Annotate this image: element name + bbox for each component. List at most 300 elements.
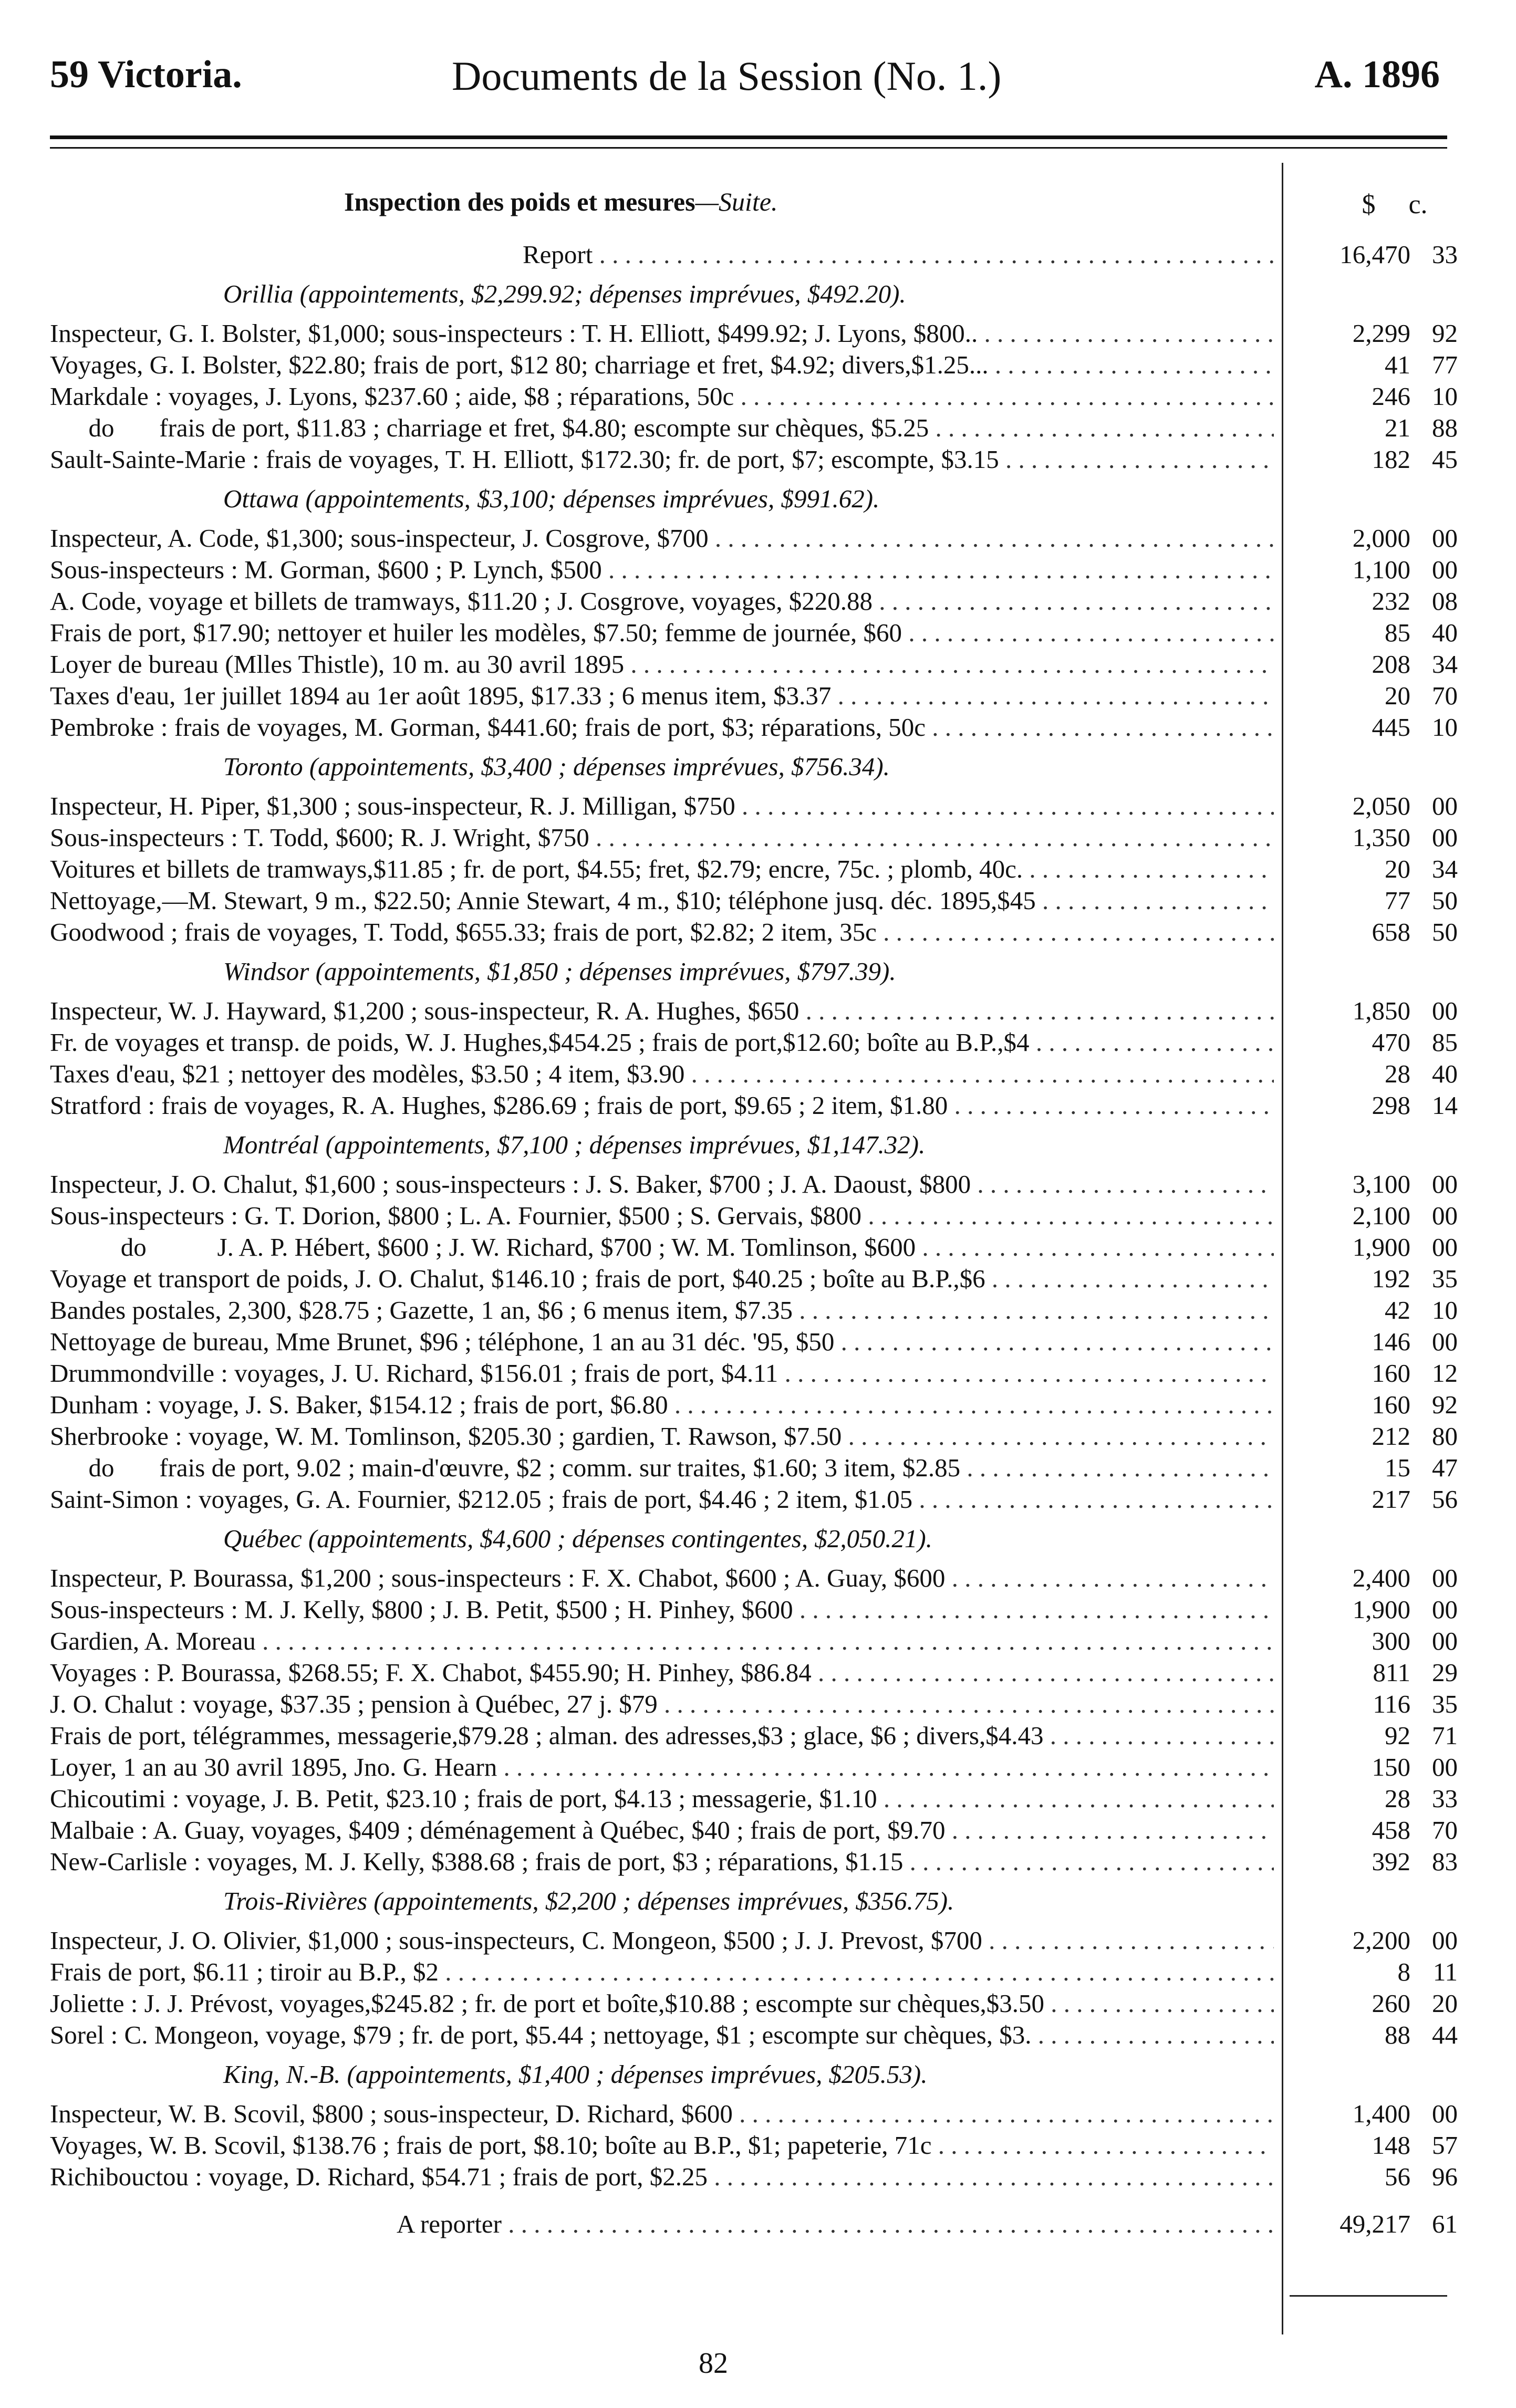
ledger-description [50,1200,1274,1232]
section-heading [50,475,1458,523]
amount-dollars: 470 [1372,1028,1410,1057]
ledger-amount [1326,554,1458,586]
ledger-description-text: Gardien, A. Moreau . . . [50,1627,1274,1655]
ledger-amount [1326,1200,1458,1232]
ledger-description-text: Loyer, 1 an au 30 avril 1895, Jno. G. Hearn . . . [50,1753,1274,1781]
ledger-description-text: New-Carlisle : voyages, M. J. Kelly, $388.68 ; frais de port, $3 ; réparations, $1.15 . . . [50,1847,1274,1876]
ledger-row [50,444,1458,475]
page-number: 82 [699,2347,728,2380]
ledger-description [50,1058,1274,1090]
ledger-description-text: Voitures et billets de tramways,$11.85 ; fr. de port, $4.55; fret, $2.79; encre, 75c. ; plomb, 40c. . . . [50,854,1274,883]
ledger-description-text: Chicoutimi : voyage, J. B. Petit, $23.10 ; frais de port, $4.13 ; messagerie, $1.10 . . . [50,1784,1274,1813]
ledger-description-text: Inspecteur, P. Bourassa, $1,200 ; sous-inspecteurs : F. X. Chabot, $600 ; A. Guay, $600 . . . [50,1563,1274,1592]
ledger-row [50,586,1458,617]
ledger-row [50,1263,1458,1295]
amount-cents: 34 [1432,854,1458,883]
ledger-amount [1326,1846,1458,1878]
ledger-description-text: Voyage et transport de poids, J. O. Chalut, $146.10 ; frais de port, $40.25 ; boîte au B.P.,$6 . . . [50,1264,1274,1293]
amount-cents: 11 [1432,1957,1458,1986]
section-heading-text: Québec (appointements, $4,600 ; dépenses contingentes, $2,050.21). [223,1524,932,1553]
section-heading [50,948,1458,995]
ledger-description-text: Markdale : voyages, J. Lyons, $237.60 ; aide, $8 ; réparations, 50c . . . [50,382,1274,411]
ledger-row [50,712,1458,743]
ledger-description-text: Inspecteur, G. I. Bolster, $1,000; sous-inspecteurs : T. H. Elliott, $499.92; J. Lyons, $800.. . . . [50,319,1274,348]
header-rule-thick [50,135,1447,139]
currency-header: $ c. [1362,190,1428,220]
year-label: A. 1896 [1314,53,1440,96]
ledger-row [50,680,1458,712]
ledger-description-text: Inspecteur, W. J. Hayward, $1,200 ; sous-inspecteur, R. A. Hughes, $650 . . . [50,996,1274,1025]
amount-dollars: 20 [1385,681,1410,710]
amount-dollars: 42 [1385,1296,1410,1325]
ledger-row [50,2161,1458,2193]
ledger-description [50,586,1274,617]
amount-cents: 33 [1432,1784,1458,1813]
ledger-description-text: Inspecteur, W. B. Scovil, $800 ; sous-inspecteur, D. Richard, $600 . . . [50,2099,1274,2128]
ledger-row [50,617,1458,649]
ledger-description-text: Voyages, G. I. Bolster, $22.80; frais de port, $12 80; charriage et fret, $4.92; divers,$1.25... . . . [50,350,1274,379]
ledger-amount [1326,712,1458,743]
ledger-description-text: Inspecteur, J. O. Olivier, $1,000 ; sous-inspecteurs, C. Mongeon, $500 ; J. J. Prevost, $700 . . . [50,1926,1274,1955]
ledger-amount [1326,885,1458,916]
amount-cents: 34 [1432,650,1458,679]
ledger-amount [1326,1358,1458,1389]
ledger-amount [1326,822,1458,853]
ledger-description [50,349,1274,381]
amount-cents: 08 [1432,587,1458,616]
amount-dollars: 92 [1385,1721,1410,1750]
ledger-row [50,1925,1458,1956]
amount-dollars: 116 [1373,1690,1410,1718]
ledger-description-text: Pembroke : frais de voyages, M. Gorman, $441.60; frais de port, $3; réparations, 50c . . . [50,713,1274,742]
ledger-description [50,1562,1274,1594]
carry-forward-cents: 61 [1432,2209,1458,2238]
ledger-amount [1326,1688,1458,1720]
ledger-row [50,1058,1458,1090]
ledger-description-text: Nettoyage,—M. Stewart, 9 m., $22.50; Annie Stewart, 4 m., $10; téléphone jusq. déc. 1895,$45 . . . [50,886,1274,915]
section-heading [50,1878,1458,1925]
amount-cents: 00 [1432,1201,1458,1230]
ledger-description-text: J. O. Chalut : voyage, $37.35 ; pension à Québec, 27 j. $79 . . . [50,1690,1274,1718]
amount-cents: 96 [1432,2162,1458,2191]
ledger-description-text: Richibouctou : voyage, D. Richard, $54.71 ; frais de port, $2.25 . . . [50,2162,1274,2191]
amount-cents: 10 [1432,1296,1458,1325]
amount-dollars: 232 [1372,587,1410,616]
ledger-row [50,1625,1458,1657]
ledger-row [50,318,1458,349]
ledger-amount [1326,2130,1458,2161]
ledger-description [50,680,1274,712]
ledger-description [50,1326,1274,1358]
ledger-description-text: do J. A. P. Hébert, $600 ; J. W. Richard, $700 ; W. M. Tomlinson, $600 . . . [50,1233,1274,1262]
amount-cents: 00 [1432,555,1458,584]
ledger-description-text: Frais de port, $17.90; nettoyer et huiler les modèles, $7.50; femme de journée, $60 . . . [50,618,1274,647]
carry-forward-dollars: 49,217 [1340,2209,1410,2238]
ledger-description-text: Saint-Simon : voyages, G. A. Fournier, $212.05 ; frais de port, $4.46 ; 2 item, $1.05 . . . [50,1485,1274,1514]
ledger-amount [1326,1421,1458,1452]
ledger-amount [1326,1657,1458,1688]
ledger-amount [1326,649,1458,680]
ledger-row [50,853,1458,885]
amount-cents: 85 [1432,1028,1458,1057]
amount-cents: 00 [1432,524,1458,553]
amount-dollars: 1,400 [1352,2099,1410,2128]
amount-cents: 47 [1432,1453,1458,1482]
amount-dollars: 148 [1372,2131,1410,2160]
ledger-description-text: Goodwood ; frais de voyages, T. Todd, $655.33; frais de port, $2.82; 2 item, 35c . . . [50,918,1274,946]
amount-cents: 00 [1432,1563,1458,1592]
ledger-row [50,1783,1458,1815]
amount-dollars: 2,100 [1352,1201,1410,1230]
ledger-table [50,181,1458,2240]
ledger-description [50,2161,1274,2193]
ledger-amount [1326,1625,1458,1657]
ledger-amount [1326,916,1458,948]
ledger-amount [1326,1484,1458,1515]
amount-cents: 00 [1432,823,1458,852]
amount-dollars: 300 [1372,1627,1410,1655]
ledger-amount [1326,1169,1458,1200]
volume-label: 59 Victoria. [50,53,242,96]
amount-dollars: 208 [1372,650,1410,679]
ledger-row [50,1752,1458,1783]
amount-cents: 00 [1432,1595,1458,1624]
amount-cents: 56 [1432,1485,1458,1514]
ledger-amount [1326,617,1458,649]
ledger-description [50,916,1274,948]
amount-dollars: 2,050 [1352,791,1410,820]
amount-cents: 80 [1432,1422,1458,1451]
amount-cents: 12 [1432,1359,1458,1388]
amount-dollars: 260 [1372,1989,1410,2018]
amount-dollars: 15 [1385,1453,1410,1482]
ledger-amount [1326,1562,1458,1594]
ledger-amount [1326,1058,1458,1090]
amount-dollars: 41 [1385,350,1410,379]
ledger-description-text: Voyages : P. Bourassa, $268.55; F. X. Chabot, $455.90; H. Pinhey, $86.84 . . . [50,1658,1274,1687]
ledger-description [50,1389,1274,1421]
ledger-description-text: Sault-Sainte-Marie : frais de voyages, T. H. Elliott, $172.30; fr. de port, $7; escompte, $3.15 . . . [50,445,1274,474]
ledger-amount [1326,1389,1458,1421]
ledger-description-text: Frais de port, télégrammes, messagerie,$79.28 ; alman. des adresses,$3 ; glace, $6 ; divers,$4.43 . . . [50,1721,1274,1750]
ledger-row [50,1200,1458,1232]
ledger-row [50,1232,1458,1263]
amount-dollars: 28 [1385,1059,1410,1088]
ledger-row [50,412,1458,444]
ledger-amount [1326,1988,1458,2019]
amount-cents: 00 [1432,1327,1458,1356]
report-cents: 33 [1432,240,1458,269]
amount-dollars: 658 [1372,918,1410,946]
amount-dollars: 2,299 [1352,319,1410,348]
ledger-description-text: Dunham : voyage, J. S. Baker, $154.12 ; frais de port, $6.80 . . . [50,1390,1274,1419]
amount-cents: 29 [1432,1658,1458,1687]
ledger-row [50,1562,1458,1594]
report-label [50,239,1274,270]
ledger-description [50,1815,1274,1846]
ledger-description [50,554,1274,586]
ledger-amount [1326,1783,1458,1815]
ledger-amount [1326,412,1458,444]
ledger-row [50,1815,1458,1846]
amount-cents: 40 [1432,618,1458,647]
ledger-description-text: do frais de port, 9.02 ; main-d'œuvre, $2 ; comm. sur traites, $1.60; 3 item, $2.85 . . . [50,1453,1274,1482]
ledger-description [50,1027,1274,1058]
amount-dollars: 1,900 [1352,1595,1410,1624]
ledger-description [50,617,1274,649]
carry-forward-row [50,2208,1458,2240]
ledger-description-text: Taxes d'eau, 1er juillet 1894 au 1er août 1895, $17.33 ; 6 menus item, $3.37 . . . [50,681,1274,710]
ledger-description [50,1232,1274,1263]
ledger-description [50,1720,1274,1752]
amount-cents: 00 [1432,1233,1458,1262]
ledger-amount [1326,1263,1458,1295]
ledger-row [50,1326,1458,1358]
ledger-amount [1326,1452,1458,1484]
ledger-description-text: Drummondville : voyages, J. U. Richard, $156.01 ; frais de port, $4.11 . . . [50,1359,1274,1388]
amount-dollars: 182 [1372,445,1410,474]
amount-dollars: 298 [1372,1091,1410,1120]
ledger-row [50,2130,1458,2161]
amount-cents: 92 [1432,319,1458,348]
section-heading-text: Windsor (appointements, $1,850 ; dépenses imprévues, $797.39). [223,957,896,986]
ledger-description-text: Inspecteur, H. Piper, $1,300 ; sous-inspecteur, R. J. Milligan, $750 . . . [50,791,1274,820]
amount-cents: 00 [1432,791,1458,820]
ledger-description-text: Bandes postales, 2,300, $28.75 ; Gazette, 1 an, $6 ; 6 menus item, $7.35 . . . [50,1296,1274,1325]
ledger-description-text: A. Code, voyage et billets de tramways, $11.20 ; J. Cosgrove, voyages, $220.88 . . . [50,587,1274,616]
section-heading-text: Ottawa (appointements, $3,100; dépenses imprévues, $991.62). [223,484,880,513]
section-heading-text: Orillia (appointements, $2,299.92; dépenses imprévues, $492.20). [223,279,906,308]
ledger-description [50,995,1274,1027]
amount-cents: 40 [1432,1059,1458,1088]
sections-container [50,270,1458,2193]
ledger-description [50,1421,1274,1452]
ledger-description [50,523,1274,554]
ledger-description [50,412,1274,444]
ledger-row [50,554,1458,586]
ledger-description [50,2019,1274,2051]
amount-cents: 44 [1432,2020,1458,2049]
section-heading [50,2051,1458,2098]
ledger-row [50,790,1458,822]
ledger-description [50,1169,1274,1200]
amount-cents: 10 [1432,713,1458,742]
ledger-amount [1326,1232,1458,1263]
amount-dollars: 21 [1385,413,1410,442]
ledger-row [50,649,1458,680]
ledger-row [50,1295,1458,1326]
ledger-amount [1326,1956,1458,1988]
ledger-amount [1326,790,1458,822]
ledger-description-text: do frais de port, $11.83 ; charriage et fret, $4.80; escompte sur chèques, $5.25 . . . [50,413,1274,442]
amount-cents: 77 [1432,350,1458,379]
ledger-row [50,1484,1458,1515]
ledger-description-text: Inspecteur, J. O. Chalut, $1,600 ; sous-inspecteurs : J. S. Baker, $700 ; J. A. Daoust, $800 . . . [50,1170,1274,1198]
ledger-description-text: Joliette : J. J. Prévost, voyages,$245.82 ; fr. de port et boîte,$10.88 ; escompte sur chèques,$3.50 . . . [50,1989,1274,2018]
ledger-amount [1326,1326,1458,1358]
amount-dollars: 146 [1372,1327,1410,1356]
ledger-description-text: Inspecteur, A. Code, $1,300; sous-inspecteur, J. Cosgrove, $700 . . . [50,524,1274,553]
amount-dollars: 150 [1372,1753,1410,1781]
amount-cents: 57 [1432,2131,1458,2160]
ledger-description-text: Frais de port, $6.11 ; tiroir au B.P., $2 . . . [50,1957,1274,1986]
ledger-row [50,885,1458,916]
ledger-row [50,2019,1458,2051]
ledger-description-text: Sous-inspecteurs : G. T. Dorion, $800 ; L. A. Fournier, $500 ; S. Gervais, $800 . . . [50,1201,1274,1230]
amount-dollars: 1,900 [1352,1233,1410,1262]
ledger-amount [1326,523,1458,554]
report-row [50,239,1458,270]
ledger-amount [1326,680,1458,712]
ledger-amount [1326,1815,1458,1846]
ledger-description [50,318,1274,349]
ledger-row [50,1358,1458,1389]
amount-cents: 00 [1432,996,1458,1025]
ledger-row [50,1389,1458,1421]
ledger-amount [1326,2019,1458,2051]
amount-cents: 00 [1432,1926,1458,1955]
amount-dollars: 1,850 [1352,996,1410,1025]
ledger-description [50,444,1274,475]
ledger-amount [1326,1752,1458,1783]
ledger-description [50,1657,1274,1688]
amount-dollars: 85 [1385,618,1410,647]
amount-dollars: 160 [1372,1390,1410,1419]
ledger-description [50,1625,1274,1657]
ledger-description [50,712,1274,743]
amount-cents: 50 [1432,918,1458,946]
ledger-row [50,2098,1458,2130]
ledger-description [50,1594,1274,1625]
table-title-suffix: —Suite. [695,187,778,216]
amount-dollars: 77 [1385,886,1410,915]
amount-dollars: 445 [1372,713,1410,742]
amount-cents: 88 [1432,413,1458,442]
amount-dollars: 2,400 [1352,1563,1410,1592]
ledger-amount [1326,2161,1458,2193]
report-label-text: Report . . . [523,240,1274,269]
amount-cents: 00 [1432,1627,1458,1655]
ledger-description [50,1783,1274,1815]
amount-dollars: 212 [1372,1422,1410,1451]
ledger-row [50,381,1458,412]
amount-dollars: 56 [1385,2162,1410,2191]
amount-dollars: 28 [1385,1784,1410,1813]
amount-dollars: 217 [1372,1485,1410,1514]
section-heading-text: King, N.-B. (appointements, $1,400 ; dépenses imprévues, $205.53). [223,2060,928,2089]
amount-dollars: 2,000 [1352,524,1410,553]
ledger-description [50,1295,1274,1326]
amount-dollars: 3,100 [1352,1170,1410,1198]
ledger-row [50,1988,1458,2019]
table-title-text: Inspection des poids et mesures [344,187,695,216]
ledger-row [50,1027,1458,1058]
amount-dollars: 2,200 [1352,1926,1410,1955]
ledger-description [50,822,1274,853]
ledger-description-text: Sous-inspecteurs : T. Todd, $600; R. J. Wright, $750 . . . [50,823,1274,852]
ledger-row [50,1688,1458,1720]
ledger-amount [1326,1090,1458,1121]
amount-dollars: 8 [1397,1957,1410,1986]
ledger-description [50,2098,1274,2130]
table-title-row [50,181,1458,239]
amount-cents: 14 [1432,1091,1458,1120]
ledger-amount [1326,2098,1458,2130]
ledger-row [50,822,1458,853]
total-rule [1290,2295,1447,2297]
ledger-amount [1326,349,1458,381]
amount-cents: 71 [1432,1721,1458,1750]
amount-cents: 00 [1432,1753,1458,1781]
amount-dollars: 192 [1372,1264,1410,1293]
amount-dollars: 1,100 [1352,555,1410,584]
report-amount [1326,239,1458,270]
ledger-description-text: Sous-inspecteurs : M. J. Kelly, $800 ; J. B. Petit, $500 ; H. Pinhey, $600 . . . [50,1595,1274,1624]
amount-cents: 00 [1432,1170,1458,1198]
ledger-description-text: Stratford : frais de voyages, R. A. Hughes, $286.69 ; frais de port, $9.65 ; 2 item, $1.80 . . . [50,1091,1274,1120]
ledger-amount [1326,853,1458,885]
ledger-amount [1326,1720,1458,1752]
section-heading [50,743,1458,790]
ledger-amount [1326,1925,1458,1956]
ledger-row [50,1657,1458,1688]
ledger-row [50,916,1458,948]
ledger-description [50,1090,1274,1121]
amount-dollars: 811 [1373,1658,1410,1687]
section-heading-text: Montréal (appointements, $7,100 ; dépenses imprévues, $1,147.32). [223,1130,926,1159]
ledger-description-text: Taxes d'eau, $21 ; nettoyer des modèles, $3.50 ; 4 item, $3.90 . . . [50,1059,1274,1088]
table-title [344,186,778,217]
ledger-description-text: Loyer de bureau (Mlles Thistle), 10 m. au 30 avril 1895 . . . [50,650,1274,679]
ledger-description [50,885,1274,916]
ledger-description [50,1846,1274,1878]
ledger-row [50,1090,1458,1121]
spacer [50,2193,1458,2208]
ledger-description-text: Sorel : C. Mongeon, voyage, $79 ; fr. de port, $5.44 ; nettoyage, $1 ; escompte sur chèques, $3. . . . [50,2020,1274,2049]
ledger-description-text: Sous-inspecteurs : M. Gorman, $600 ; P. Lynch, $500 . . . [50,555,1274,584]
amount-dollars: 20 [1385,854,1410,883]
amount-dollars: 1,350 [1352,823,1410,852]
ledger-amount [1326,995,1458,1027]
amount-cents: 10 [1432,382,1458,411]
ledger-description [50,381,1274,412]
ledger-row [50,1169,1458,1200]
amount-cents: 20 [1432,1989,1458,2018]
ledger-row [50,1452,1458,1484]
ledger-description-text: Malbaie : A. Guay, voyages, $409 ; déménagement à Québec, $40 ; frais de port, $9.70 . . . [50,1816,1274,1844]
ledger-amount [1326,381,1458,412]
ledger-description [50,1925,1274,1956]
ledger-description [50,1688,1274,1720]
ledger-row [50,523,1458,554]
ledger-amount [1326,1594,1458,1625]
document-title: Documents de la Session (No. 1.) [452,53,1002,99]
ledger-description [50,2130,1274,2161]
section-heading-text: Trois-Rivières (appointements, $2,200 ; dépenses imprévues, $356.75). [223,1886,954,1915]
amount-dollars: 160 [1372,1359,1410,1388]
ledger-row [50,1956,1458,1988]
amount-cents: 50 [1432,886,1458,915]
ledger-row [50,1846,1458,1878]
header-rule-thin [50,147,1447,149]
carry-forward-amount [1326,2208,1458,2240]
ledger-description [50,649,1274,680]
ledger-amount [1326,444,1458,475]
section-heading-text: Toronto (appointements, $3,400 ; dépenses imprévues, $756.34). [223,752,890,781]
section-heading [50,270,1458,318]
ledger-description [50,1752,1274,1783]
ledger-description [50,1956,1274,1988]
